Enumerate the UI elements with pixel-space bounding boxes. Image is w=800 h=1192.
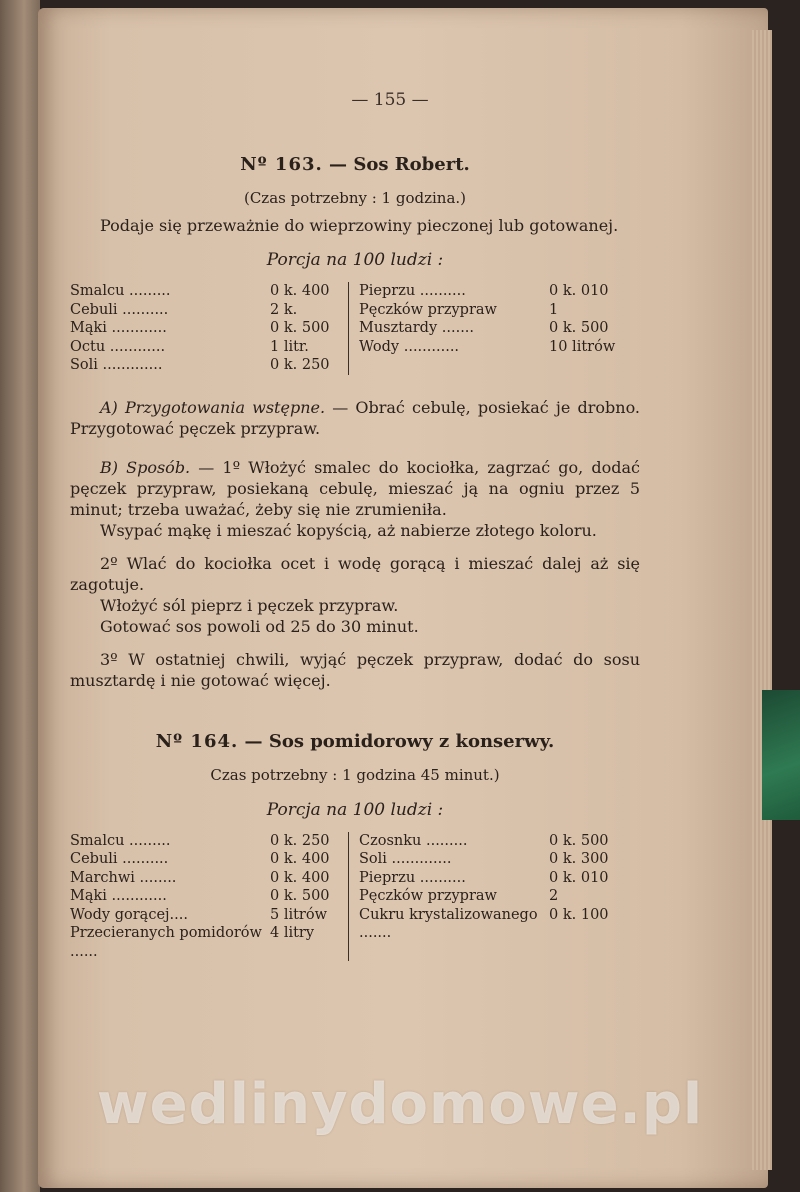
ingredients-right-column — [349, 282, 619, 375]
ingredient-row: Cukru krystalizowanego ....... 0 k. 100 — [359, 906, 609, 941]
step-3: 3º W ostatniej chwili, wyjąć pęczek przypraw, dodać do sosu musztardę i nie gotować więcej. — [70, 649, 640, 690]
ingredient-row: Pieprzu .......... 0 k. 010 — [359, 869, 609, 886]
left-page-edge — [0, 0, 40, 1192]
ingredient-row: Pęczków przypraw 2 — [359, 888, 559, 904]
step-b-continued: Wsypać mąkę i mieszać kopyścią, aż nabierze złotego koloru. — [100, 520, 597, 540]
step-2a: 2º Wlać do kociołka ocet i wodę gorącą i mieszać dalej aż się zagotuje. — [70, 553, 640, 594]
step-a-text: — Obrać cebulę, posiekać je drobno. Przygotować pęczek przypraw. — [70, 397, 640, 438]
step-b-label: B) Sposób. — [100, 457, 191, 477]
step-2c: Gotować sos powoli od 25 do 30 minut. — [100, 616, 419, 636]
bookmark-tab — [762, 690, 800, 820]
ingredient-row: Smalcu ......... 0 k. 250 — [70, 832, 330, 849]
ingredient-row: Mąki ............ 0 k. 500 — [70, 888, 330, 904]
step-b — [70, 457, 640, 520]
ingredient-row: Pieprzu .......... 0 k. 010 — [359, 283, 609, 299]
ingredient-row: Soli ............. 0 k. 300 — [359, 851, 609, 867]
recipe-163-ingredients — [70, 282, 640, 375]
ingredient-row: Cebuli .......... 0 k. 400 — [70, 851, 330, 867]
recipe-164-ingredients — [70, 832, 640, 962]
watermark: wedlinydomowe.pl — [96, 1072, 704, 1137]
step-a — [70, 397, 640, 439]
page-stack-edge — [752, 30, 772, 1170]
step-2b: Włożyć sól pieprz i pęczek przypraw. — [100, 595, 399, 615]
step-b-text: — 1º Włożyć smalec do kociołka, zagrzać go, dodać pęczek przypraw, posiekaną cebulę, mieszać ją na ogniu przez 5 minut; trzeba uważać, żeby się nie zrumieniła. — [70, 457, 640, 519]
ingredient-row: Smalcu ......... 0 k. 400 — [70, 283, 330, 299]
ingredients-right-column — [349, 832, 619, 962]
recipe-163-intro: Podaje się przeważnie do wieprzowiny pieczonej lub gotowanej. — [100, 216, 619, 235]
ingredient-row: Wody gorącej.... 5 litrów — [70, 906, 328, 923]
ingredient-row: Soli ............. 0 k. 250 — [70, 357, 330, 373]
recipe-164-number: Nº 164. — [155, 730, 239, 752]
recipe-163-title — [70, 154, 640, 175]
ingredient-row: Czosnku ......... 0 k. 500 — [359, 832, 609, 849]
recipe-164-name: — Sos pomidorowy z konserwy. — [244, 730, 555, 752]
recipe-164-portion: Porcja na 100 ludzi : — [266, 799, 444, 820]
page-number: — 155 — — [351, 90, 429, 110]
recipe-163-name: — Sos Robert. — [329, 154, 470, 175]
ingredient-row: Mąki ............ 0 k. 500 — [70, 320, 330, 336]
step-a-label: A) Przygotowania wstępne. — [100, 397, 326, 417]
ingredients-left-column — [70, 282, 349, 375]
ingredient-row: Pęczków przypraw 1 — [359, 301, 559, 318]
ingredient-row: Octu ............ 1 litr. — [70, 338, 309, 355]
ingredients-left-column — [70, 832, 349, 962]
ingredient-row: Wody ............ 10 litrów — [359, 338, 616, 355]
ingredient-row: Marchwi ........ 0 k. 400 — [70, 869, 330, 886]
recipe-164-title — [70, 731, 640, 752]
recipe-163-portion: Porcja na 100 ludzi : — [266, 250, 444, 270]
ingredient-row: Przecieranych pomidorów ...... 4 litry — [70, 925, 315, 960]
recipe-163-time: (Czas potrzebny : 1 godzina.) — [243, 189, 467, 207]
recipe-164-time: Czas potrzebny : 1 godzina 45 minut.) — [210, 765, 500, 784]
page-content — [70, 90, 640, 961]
recipe-163-number: Nº 163. — [240, 154, 323, 175]
ingredient-row: Cebuli .......... 2 k. — [70, 301, 298, 318]
ingredient-row: Musztardy ....... 0 k. 500 — [359, 320, 609, 336]
